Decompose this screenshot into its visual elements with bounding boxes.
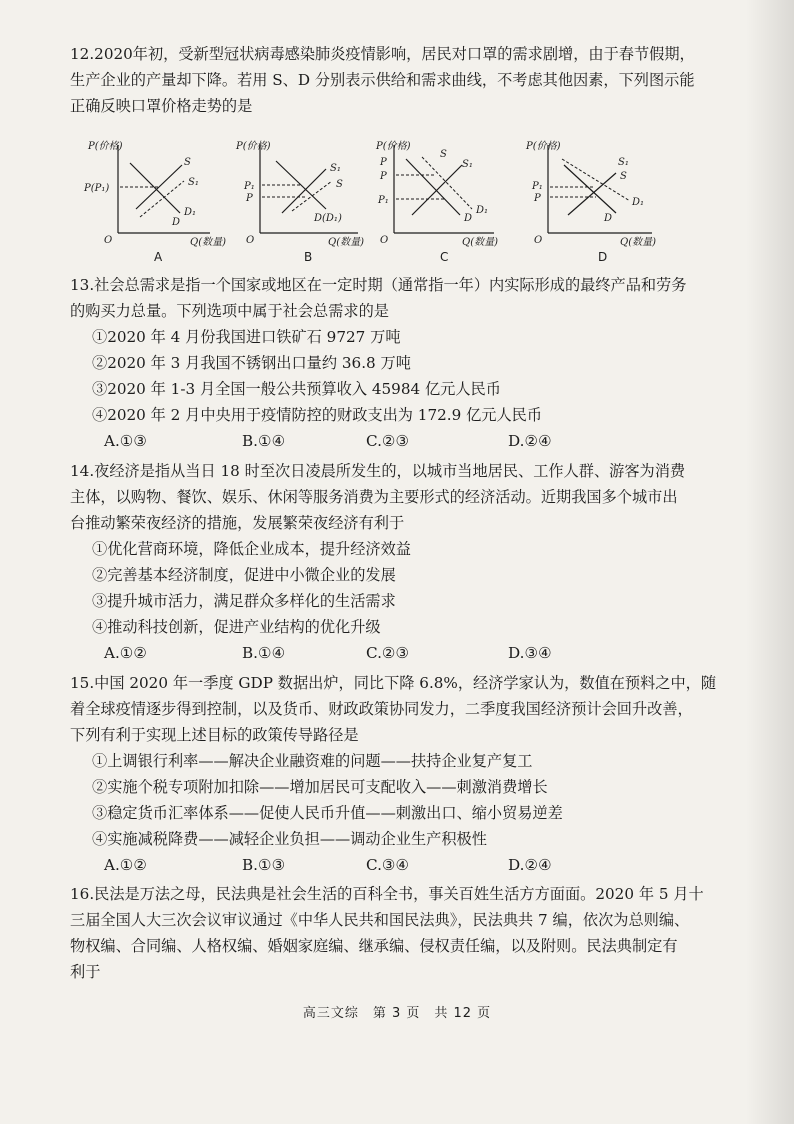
graph-b-curve-label-3: D(D₁) [314,213,342,224]
q13-item-3: ③2020 年 1-3 月全国一般公共预算收入 45984 亿元人民币 [92,380,501,398]
graph-c-curve-label-2: S₁ [462,159,473,170]
graph-b-curve-label-2: S [336,179,343,190]
graph-c-price-label-3: P₁ [378,195,389,206]
q14-option-d[interactable]: D.③④ [508,644,552,662]
graph-c-origin: O [380,235,389,246]
graph-d-curve-label-1: S₁ [618,157,629,168]
q13-option-c[interactable]: C.②③ [366,432,410,450]
graph-c-curve-label-3: D [464,213,473,224]
q13-item-4: ④2020 年 2 月中央用于疫情防控的财政支出为 172.9 亿元人民币 [92,406,543,424]
graph-b [230,135,390,269]
graph-b-x-axis: Q(数量) [328,237,365,248]
graph-d-price-label-2: P [534,193,541,204]
q14-item-2: ②完善基本经济制度，促进中小微企业的发展 [92,566,396,584]
q13-item-2: ②2020 年 3 月我国不锈钢出口量约 36.8 万吨 [92,354,411,372]
graph-c-curve-label-4: D₁ [476,205,489,216]
graph-b-caption: B [304,250,313,264]
q16-stem-line-3: 物权编、合同编、人格权编、婚姻家庭编、继承编、侵权责任编，以及附则。民法典制定有 [70,937,678,955]
graph-c-price-label-1: P [380,157,387,168]
graph-c-x-axis: Q(数量) [462,237,499,248]
graph-a-curve-label-1: S [184,157,191,168]
q14-item-3: ③提升城市活力，满足群众多样化的生活需求 [92,592,396,610]
q16-stem-line-4: 利于 [70,963,101,981]
q13-option-d[interactable]: D.②④ [508,432,552,450]
q16-stem-line-1: 16.民法是万法之母，民法典是社会生活的百科全书，事关百姓生活方方面面。2020 年 5 月十 [70,885,704,903]
graph-b-curve-label-1: S₁ [330,163,341,174]
q15-item-3: ③稳定货币汇率体系——促使人民币升值——刺激出口、缩小贸易逆差 [92,804,563,822]
q16-stem-line-2: 三届全国人大三次会议审议通过《中华人民共和国民法典》，民法典共 7 编，依次为总则编、 [70,911,690,929]
q15-stem-line-3: 下列有利于实现上述目标的政策传导路径是 [70,726,359,744]
graph-d-x-axis: Q(数量) [620,237,657,248]
q15-stem-line-1: 15.中国 2020 年一季度 GDP 数据出炉，同比下降 6.8%，经济学家认为，数值在预料之中，随 [70,674,717,692]
q14-option-a[interactable]: A.①② [104,644,148,662]
q12-stem-line-1: 12.2020年初，受新型冠状病毒感染肺炎疫情影响，居民对口罩的需求剧增，由于春节假期， [70,45,695,63]
graph-c-price-label-2: P [380,171,387,182]
graph-d-svg [520,135,690,265]
q15-option-c[interactable]: C.③④ [366,856,410,874]
graph-a-price-label: P(P₁) [84,183,110,194]
graph-a-origin: O [104,235,113,246]
q13-stem-line-2: 的购买力总量。下列选项中属于社会总需求的是 [70,302,389,320]
graph-a-svg [80,135,240,265]
graph-d-curve-label-2: S [620,171,627,182]
graph-d-y-axis: P(价格) [526,141,561,152]
q14-stem-line-1: 14.夜经济是指从当日 18 时至次日凌晨所发生的，以城市当地居民、工作人群、游客为消费 [70,462,686,480]
graph-a-caption: A [154,250,163,264]
q15-item-2: ②实施个税专项附加扣除——增加居民可支配收入——刺激消费增长 [92,778,548,796]
q14-option-c[interactable]: C.②③ [366,644,410,662]
graph-d-curve-label-3: D [604,213,613,224]
graph-b-price-label-1: P₁ [244,181,255,192]
graph-a-curve-label-4: D [172,217,181,228]
graph-c-svg [370,135,530,265]
graph-a-y-axis: P(价格) [88,141,123,152]
graph-b-y-axis: P(价格) [236,141,271,152]
q15-option-d[interactable]: D.②④ [508,856,552,874]
graph-c-caption: C [440,250,449,264]
q15-item-4: ④实施减税降费——减轻企业负担——调动企业生产积极性 [92,830,487,848]
q14-stem-line-2: 主体，以购物、餐饮、娱乐、休闲等服务消费为主要形式的经济活动。近期我国多个城市出 [70,488,678,506]
graph-b-origin: O [246,235,255,246]
q14-stem-line-3: 台推动繁荣夜经济的措施，发展繁荣夜经济有利于 [70,514,405,532]
graph-d-caption: D [598,250,608,264]
page-footer: 高三文综 第 3 页 共 12 页 [302,1006,492,1021]
q14-item-1: ①优化营商环境，降低企业成本，提升经济效益 [92,540,411,558]
graph-a-x-axis: Q(数量) [190,237,227,248]
q12-stem-line-2: 生产企业的产量却下降。若用 S、D 分别表示供给和需求曲线，不考虑其他因素，下列图示能 [70,71,695,89]
graph-d-price-label-1: P₁ [532,181,543,192]
q13-option-b[interactable]: B.①④ [242,432,286,450]
graph-d [520,135,690,269]
scan-shadow-edge [746,0,794,1124]
q13-option-a[interactable]: A.①③ [104,432,148,450]
graph-d-curve-label-4: D₁ [632,197,645,208]
q15-option-b[interactable]: B.①③ [242,856,286,874]
graph-b-svg [230,135,390,265]
graph-a-curve-label-3: D₁ [184,207,197,218]
graph-b-price-label-2: P [246,193,253,204]
graph-c-y-axis: P(价格) [376,141,411,152]
graph-a-curve-label-2: S₁ [188,177,199,188]
graph-c [370,135,530,269]
q15-stem-line-2: 着全球疫情逐步得到控制，以及货币、财政政策协同发力，二季度我国经济预计会回升改善， [70,700,693,718]
graph-d-origin: O [534,235,543,246]
graph-a [80,135,240,269]
q12-stem-line-3: 正确反映口罩价格走势的是 [70,97,253,115]
q14-item-4: ④推动科技创新，促进产业结构的优化升级 [92,618,381,636]
q15-option-a[interactable]: A.①② [104,856,148,874]
graph-c-curve-label-1: S [440,149,447,160]
q15-item-1: ①上调银行利率——解决企业融资难的问题——扶持企业复产复工 [92,752,533,770]
q14-option-b[interactable]: B.①④ [242,644,286,662]
q13-stem-line-1: 13.社会总需求是指一个国家或地区在一定时期（通常指一年）内实际形成的最终产品和劳务 [70,276,687,294]
q13-item-1: ①2020 年 4 月份我国进口铁矿石 9727 万吨 [92,328,401,346]
